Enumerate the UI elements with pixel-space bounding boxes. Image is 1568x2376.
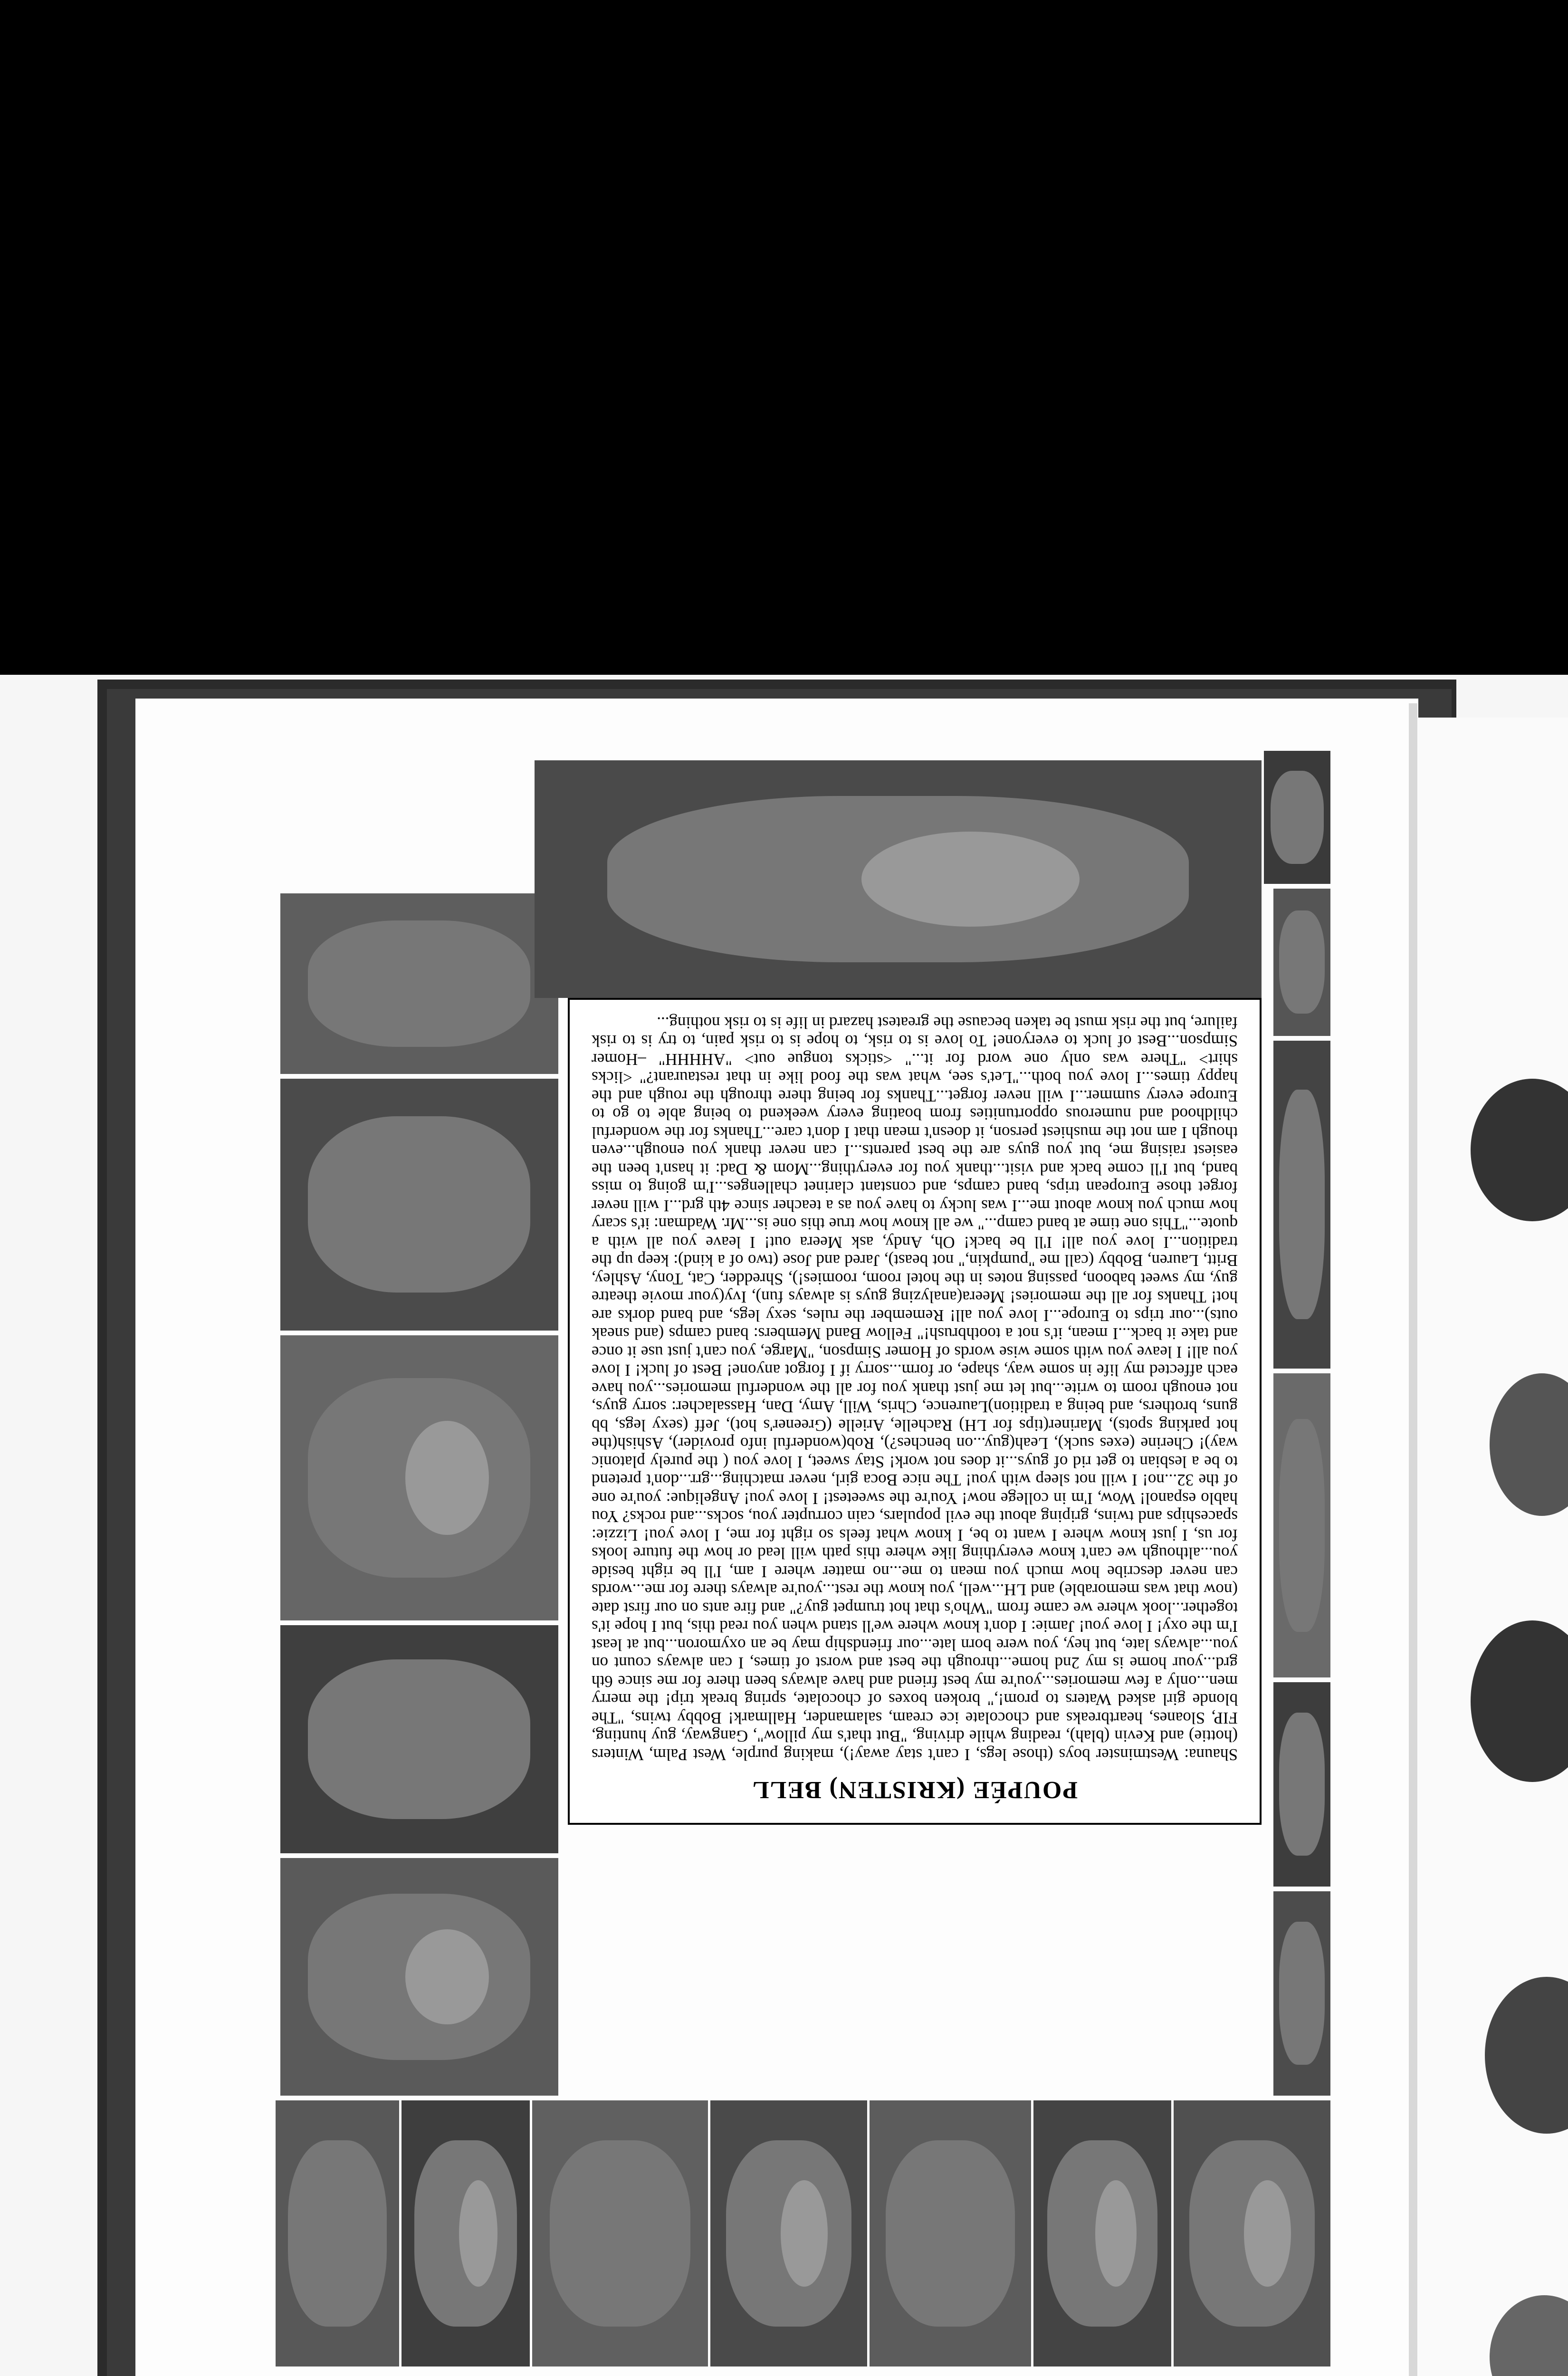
photo-top-strip-2: [1033, 2100, 1171, 2366]
photo-bottom-left: [1264, 751, 1330, 884]
circle-photo: [1490, 2295, 1568, 2376]
dedication-text: Shauna: Westminster boys (those legs, I can't stay away!), making purple, West Palm, Winters (hottie) and Kevin (blah), reading while driving, "But that's my pillow", Gangway, guy hunting, FIP, Sloanes, heartbreaks and chocolate ice cream, salamander, Hallmark! Bobby twins, "The blonde girl asked Waters to prom!," broken boxes of chocolate, spring break trip! the merry men...only a few memories...you're my best friend and have always been there for me since 6th grd...your home is my 2nd home...through the best and worst of times, I can always count on you...always late, but hey, you were born late...our friendship may be an oxymoron...but at least I'm the oxy! I love you! Jamie: I don't know where we'll stand when you read this, but I hope it's together...look where we came from "Who's that hot trumpet guy?" and fire ants on our first date (now that was memorable) and LH...well, you know the rest...you're always there for me...words can never describe how much you mean to me...no matter where I am, I'll be right beside you...although we can't know everything like where this path will lead or how the future looks for us, I just know where I want to be, I know what feels so right for me, I love you! Lizzie: spaceships and twins, griping about the evil populars, cain corrupter you, socks...and rocks? You hablo espanol! Wow, I'm in college now! You're the sweetest! I love you! Angelique: you're one of the 32...no! I will not sleep with you! The nice Boca girl, never matching...grr...don't pretend to be a lesbian to get rid of guys...it does not work! Stay sweet, I love you ( the purely platonic way)! Cherine (exes suck), Leah(guy...on benches?), Rob(wonderful info provider), Ashish(the hot parking spots), Mariner(tips for LH) Rachelle, Arielle (Greener's hot), Jeff (sexy legs, bb guns, brothers, and being a tradition)Laurence, Chris, Will, Amy, Dan, Hassalacher: sorry guys, not enough room to write...but let me just thank you for all the wonderful memories...you have each affected my life in some way, shape, or form...sorry if I forgot anyone! Best of luck! I love you all! I leave you with some wise words of Homer Simpson, "Marge, you can't just use it once and take it back...I mean, it's not a toothbrush!" Fellow Band Members: band camps (and sneak outs)...our trips to Europe...I love you all! Remember the rules, sexy legs, and band dorks are hot! Thanks for all the memories! Meera(analyzing guys is always fun), Ivy(your movie theatre guy, my sweet baboon, passing notes in the hotel room, roomies!), Shredder, Cat, Tony, Ashley, Britt, Lauren, Bobby (call me "pumpkin," not beast), Jared and Jose (two of a kind): keep up the tradition...I love you all! I'll be back! Oh, Andy, ask Meera out! I leave you all with a quote..."This one time at band camp..." we all know how true this one is...Mr. Wadman: it's scary how much you know about me...I was lucky to have you as a teacher since 4th grd...I will never forget those European trips, band camps, and constant clarinet challenges...I'm going to miss band, but I'll come back and visit...thank you for everything...Mom & Dad: it hasn't been the easiest raising me, but you guys are the best parents...I can never thank you enough...even though I am not the mushiest person, it doesn't mean that I don't care...Thanks for the wonderful childhood and numerous opportunities from boating every weekend to being able to go to Europe every summer...I will never forget...Thanks for being there through the rough and the happy times...I love you both..."Let's see, what was the food like in that restaurant?" <licks shirt> "There was only one word for it..." <sticks tongue out> "AHHHH" –Homer Simpson...Best of luck to everyone! To love is to risk, to hope is to risk pain, to try is to risk failure, but the risk must be taken because the greatest hazard in life is to risk nothing...: [592, 1014, 1238, 1764]
photo-left-column-1: [1273, 1891, 1330, 2096]
photo-top-strip-5: [532, 2100, 708, 2366]
circle-photo: [1490, 1373, 1568, 1516]
photo-left-column-2: [1273, 1682, 1330, 1887]
photo-top-strip-3: [870, 2100, 1031, 2366]
photo-top-strip-1: [1174, 2100, 1330, 2366]
circle-photo: [1471, 1620, 1568, 1782]
photo-right-column-2: [280, 1625, 558, 1853]
photo-right-column-1: [280, 1858, 558, 2096]
photo-group-band: [535, 760, 1262, 998]
photo-right-column-3: [280, 1335, 558, 1620]
photo-right-column-4: [280, 1079, 558, 1331]
photo-left-column-4: [1273, 1041, 1330, 1369]
photo-left-column-5: [1273, 889, 1330, 1036]
photo-right-column-5: [280, 893, 558, 1074]
photo-top-strip-6: [402, 2100, 530, 2366]
photo-top-strip-7: [276, 2100, 399, 2366]
dedication-panel: [568, 998, 1262, 1825]
circle-photo: [1485, 1977, 1568, 2134]
book-spine: [1409, 703, 1417, 2376]
page-title: POUPÉE (KRISTEN) BELL: [751, 1776, 1078, 1803]
photo-top-strip-4: [710, 2100, 867, 2366]
photo-left-column-3: [1273, 1373, 1330, 1677]
circle-photo: [1471, 1079, 1568, 1221]
upside-down-spread: [181, 741, 1349, 2376]
facing-page: [1418, 718, 1568, 2376]
